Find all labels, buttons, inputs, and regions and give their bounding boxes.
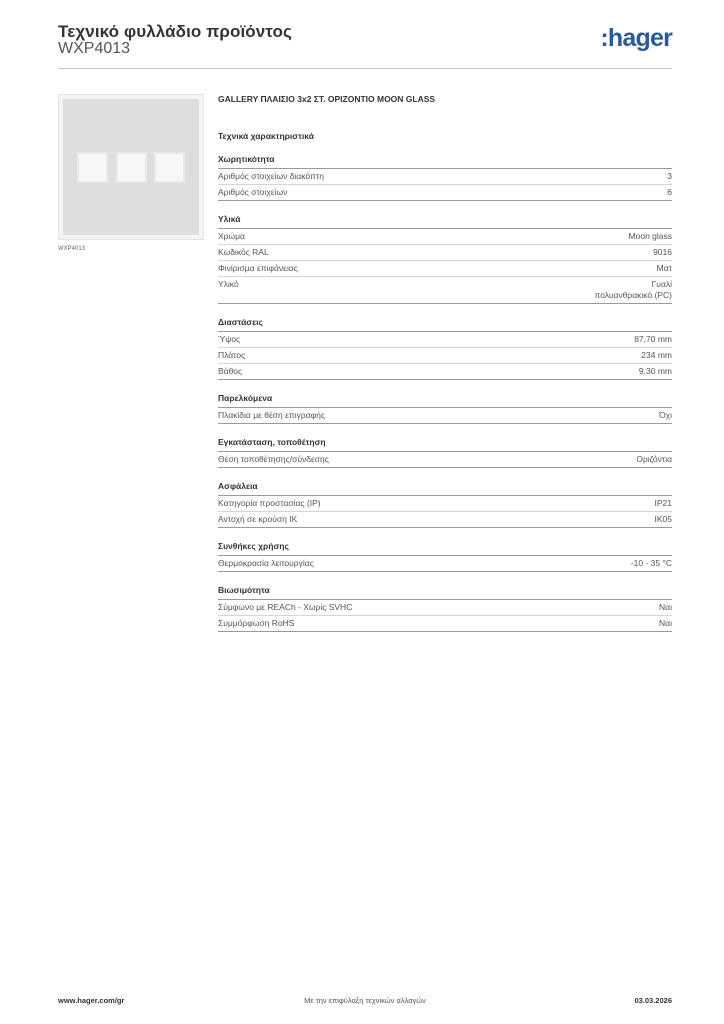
spec-row (218, 616, 672, 632)
spec-group (218, 214, 672, 304)
spec-row (218, 348, 672, 364)
spec-label: Υλικό (218, 279, 239, 289)
frame-illustration (63, 99, 199, 235)
spec-row (218, 332, 672, 348)
product-code: WXP4013 (58, 40, 131, 57)
spec-group (218, 585, 672, 632)
spec-group (218, 541, 672, 572)
specifications (218, 94, 672, 632)
spec-value: IK05 (654, 514, 672, 524)
spec-group-title: Εγκατάσταση, τοποθέτηση (218, 437, 672, 452)
spec-row (218, 496, 672, 512)
spec-row (218, 185, 672, 201)
spec-value: Όχι (659, 410, 672, 420)
spec-value: -10 - 35 °C (630, 558, 672, 568)
spec-groups (218, 154, 672, 632)
spec-label: Συμμόρφωση RoHS (218, 618, 295, 628)
footer-notice: Με την επιφύλαξη τεχνικών αλλαγών (304, 996, 426, 1005)
spec-value: Ναι (659, 618, 672, 628)
spec-label: Φινίρισμα επιφάνειας (218, 263, 298, 273)
spec-label: Χρώμα (218, 231, 245, 241)
spec-row (218, 512, 672, 528)
spec-value: 87,70 mm (634, 334, 672, 344)
spec-value: 9016 (653, 247, 672, 257)
spec-group (218, 317, 672, 380)
product-name: GALLERY ΠΛΑΙΣΙΟ 3x2 ΣΤ. ΟΡΙΖΟΝΤΙΟ MOON GLASS (218, 94, 436, 104)
spec-label: Ύψος (218, 334, 241, 344)
spec-group-title: Βιωσιμότητα (218, 585, 672, 600)
hager-logo: :hager (600, 24, 672, 52)
spec-value: Moon glass (628, 231, 672, 241)
spec-group (218, 393, 672, 424)
spec-group (218, 154, 672, 201)
document-title: Τεχνικό φυλλάδιο προϊόντος (58, 22, 292, 41)
spec-label: Πλάτος (218, 350, 246, 360)
product-image (58, 94, 204, 240)
frame-opening (116, 152, 147, 183)
spec-label: Θερμοκρασία λειτουργίας (218, 558, 314, 568)
page-footer (58, 996, 672, 1010)
image-caption: WXP4013 (58, 246, 86, 252)
spec-row (218, 229, 672, 245)
spec-row (218, 408, 672, 424)
spec-value: IP21 (654, 498, 672, 508)
spec-label: Βάθος (218, 366, 243, 376)
spec-label: Αριθμός στοιχείων διακόπτη (218, 171, 324, 181)
footer-date: 03.03.2026 (634, 996, 672, 1005)
spec-group-title: Υλικά (218, 214, 672, 229)
section-title: Τεχνικά χαρακτηριστικά (218, 131, 314, 141)
page-header (58, 20, 672, 69)
spec-row (218, 169, 672, 185)
spec-value: 3 (667, 171, 672, 181)
spec-group (218, 437, 672, 468)
spec-row (218, 600, 672, 616)
spec-row (218, 556, 672, 572)
spec-value: 234 mm (641, 350, 672, 360)
spec-label: Κατηγορία προστασίας (IP) (218, 498, 321, 508)
spec-value: 9,30 mm (638, 366, 672, 376)
spec-label: Κωδικός RAL (218, 247, 269, 257)
spec-row (218, 452, 672, 468)
spec-group (218, 481, 672, 528)
spec-label: Αριθμός στοιχείων (218, 187, 288, 197)
spec-value: Ματ (656, 263, 672, 273)
spec-group-title: Παρελκόμενα (218, 393, 672, 408)
spec-group-title: Διαστάσεις (218, 317, 672, 332)
spec-label: Σύμφωνο με REACh - Χωρίς SVHC (218, 602, 353, 612)
frame-opening (77, 152, 108, 183)
spec-group-title: Συνθήκες χρήσης (218, 541, 672, 556)
spec-value: 6 (667, 187, 672, 197)
spec-value: Ναι (659, 602, 672, 612)
spec-group-title: Ασφάλεια (218, 481, 672, 496)
spec-value: Γυαλί πολυανθρακικό (PC) (594, 279, 672, 300)
spec-label: Αντοχή σε κρούση IK (218, 514, 298, 524)
spec-group-title: Χωρητικότητα (218, 154, 672, 169)
spec-row (218, 245, 672, 261)
spec-row (218, 277, 672, 304)
spec-value: Οριζόντια (636, 454, 672, 464)
footer-url[interactable]: www.hager.com/gr (58, 996, 125, 1005)
spec-row (218, 261, 672, 277)
spec-row (218, 364, 672, 380)
spec-label: Πλακίδια με θέση επιγραφής (218, 410, 325, 420)
frame-opening (154, 152, 185, 183)
spec-label: Θέση τοποθέτησης/σύνδεσης (218, 454, 329, 464)
